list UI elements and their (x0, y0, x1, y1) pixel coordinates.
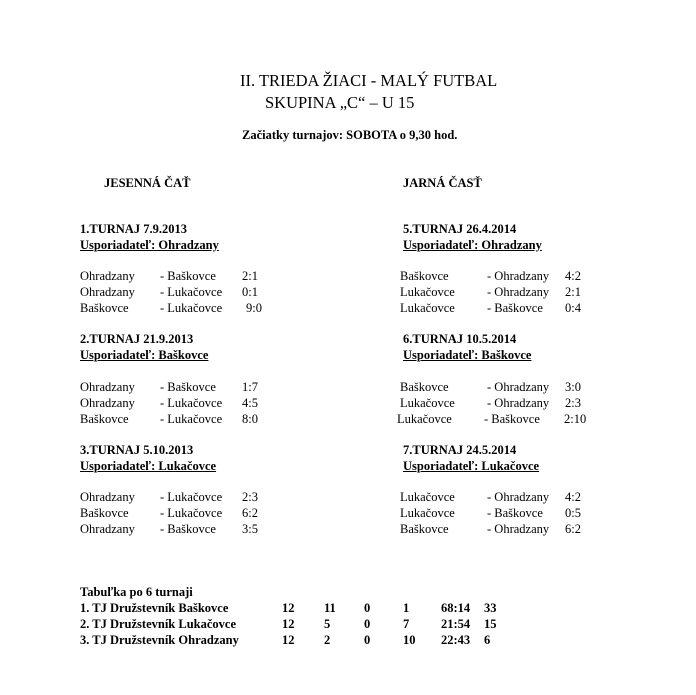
match-away: - Ohradzany (487, 380, 550, 394)
match-away: - Lukačovce (160, 490, 223, 504)
match-score: 2:3 (565, 396, 581, 410)
goal-score: 22:43 (441, 633, 471, 647)
match-home: Baškovce (400, 269, 449, 283)
round-heading: 2.TURNAJ 21.9.2013 (80, 332, 194, 346)
match-home: Lukačovce (400, 490, 455, 504)
standings-title: Tabuľka po 6 turnaji (80, 585, 193, 599)
autumn-season-title: JESENNÁ ČAŤ (104, 176, 191, 190)
match-away: - Lukačovce (160, 506, 223, 520)
document-title: II. TRIEDA ŽIACI - MALÝ FUTBAL (240, 71, 498, 90)
match-away: - Lukačovce (160, 301, 223, 315)
match-score: 2:3 (242, 490, 258, 504)
match-score: 3:0 (565, 380, 581, 394)
matches-drawn: 0 (364, 633, 371, 647)
match-home: Ohradzany (80, 285, 135, 299)
match-score: 3:5 (242, 522, 258, 536)
matches-drawn: 0 (364, 617, 371, 631)
matches-lost: 7 (403, 617, 410, 631)
match-away: - Baškovce (487, 301, 543, 315)
match-score: 4:2 (565, 490, 581, 504)
match-away: - Ohradzany (487, 285, 550, 299)
match-away: - Lukačovce (160, 396, 223, 410)
group-title: SKUPINA „C“ – U 15 (265, 93, 415, 112)
match-home: Ohradzany (80, 269, 135, 283)
match-away: - Baškovce (487, 506, 543, 520)
match-away: - Ohradzany (487, 522, 550, 536)
round-organizer: Usporiadateľ: Lukačovce (403, 459, 540, 473)
matches-played: 12 (282, 617, 295, 631)
match-home: Lukačovce (400, 301, 455, 315)
match-score: 9:0 (246, 301, 262, 315)
match-home: Lukačovce (397, 412, 452, 426)
match-home: Baškovce (400, 380, 449, 394)
match-score: 4:5 (242, 396, 258, 410)
start-info: Začiatky turnajov: SOBOTA o 9,30 hod. (242, 128, 458, 142)
matches-won: 2 (324, 633, 331, 647)
match-away: - Ohradzany (487, 396, 550, 410)
match-home: Baškovce (80, 301, 129, 315)
round-organizer: Usporiadateľ: Ohradzany (80, 238, 219, 252)
round-organizer: Usporiadateľ: Baškovce (403, 348, 532, 362)
round-heading: 5.TURNAJ 26.4.2014 (403, 222, 517, 236)
match-home: Ohradzany (80, 522, 135, 536)
team-name: 1. TJ Družstevník Baškovce (80, 601, 229, 615)
round-heading: 6.TURNAJ 10.5.2014 (403, 332, 517, 346)
round-heading: 3.TURNAJ 5.10.2013 (80, 443, 194, 457)
match-home: Lukačovce (400, 396, 455, 410)
match-score: 6:2 (565, 522, 581, 536)
match-home: Ohradzany (80, 380, 135, 394)
match-away: - Baškovce (484, 412, 540, 426)
match-score: 2:10 (564, 412, 587, 426)
match-score: 8:0 (242, 412, 258, 426)
match-home: Baškovce (80, 506, 129, 520)
match-score: 0:4 (565, 301, 581, 315)
match-home: Lukačovce (400, 506, 455, 520)
points: 33 (484, 601, 497, 615)
match-away: - Baškovce (160, 380, 216, 394)
round-organizer: Usporiadateľ: Ohradzany (403, 238, 542, 252)
goal-score: 21:54 (441, 617, 471, 631)
round-heading: 1.TURNAJ 7.9.2013 (80, 222, 187, 236)
match-score: 2:1 (565, 285, 581, 299)
match-score: 1:7 (242, 380, 258, 394)
matches-won: 11 (324, 601, 336, 615)
spring-season-title: JARNÁ ČASŤ (403, 176, 482, 190)
matches-lost: 1 (403, 601, 410, 615)
matches-drawn: 0 (364, 601, 371, 615)
match-away: - Ohradzany (487, 490, 550, 504)
team-name: 3. TJ Družstevník Ohradzany (80, 633, 239, 647)
match-score: 2:1 (242, 269, 258, 283)
match-home: Ohradzany (80, 396, 135, 410)
matches-played: 12 (282, 633, 295, 647)
matches-won: 5 (324, 617, 331, 631)
team-name: 2. TJ Družstevník Lukačovce (80, 617, 237, 631)
goal-score: 68:14 (441, 601, 471, 615)
matches-lost: 10 (403, 633, 416, 647)
round-organizer: Usporiadateľ: Lukačovce (80, 459, 217, 473)
match-score: 4:2 (565, 269, 581, 283)
round-heading: 7.TURNAJ 24.5.2014 (403, 443, 517, 457)
matches-played: 12 (282, 601, 295, 615)
match-home: Baškovce (80, 412, 129, 426)
match-away: - Baškovce (160, 269, 216, 283)
points: 6 (484, 633, 491, 647)
round-organizer: Usporiadateľ: Baškovce (80, 348, 209, 362)
match-away: - Ohradzany (487, 269, 550, 283)
match-home: Baškovce (400, 522, 449, 536)
match-home: Lukačovce (400, 285, 455, 299)
match-away: - Lukačovce (160, 412, 223, 426)
match-score: 0:1 (242, 285, 258, 299)
match-score: 6:2 (242, 506, 258, 520)
match-away: - Lukačovce (160, 285, 223, 299)
match-away: - Baškovce (160, 522, 216, 536)
points: 15 (484, 617, 497, 631)
match-score: 0:5 (565, 506, 581, 520)
match-home: Ohradzany (80, 490, 135, 504)
